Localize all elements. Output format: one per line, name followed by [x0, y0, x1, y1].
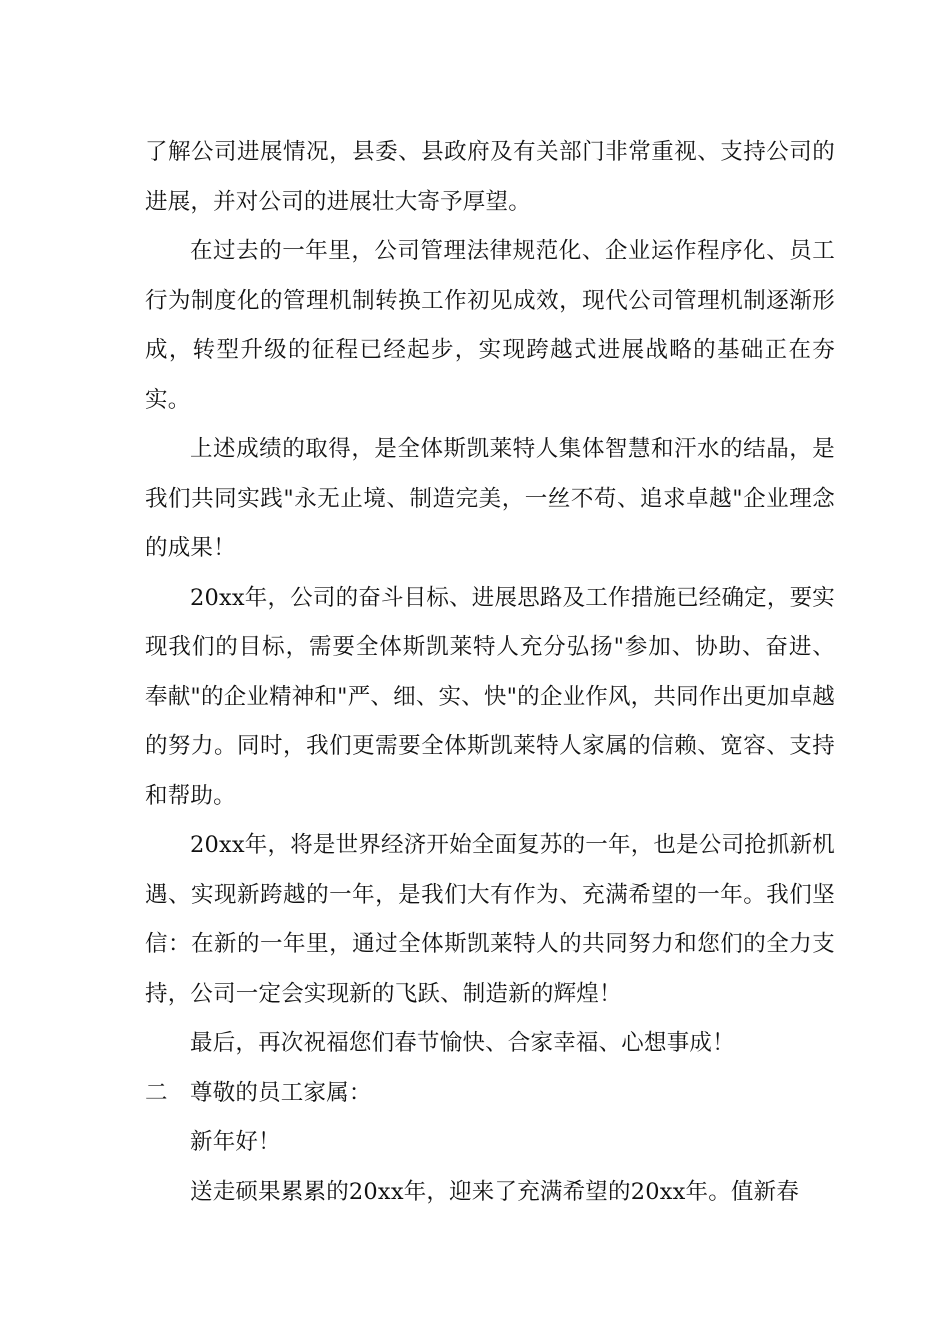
section-number: 二: [145, 1079, 168, 1106]
document-body: [145, 128, 835, 1217]
paragraph-goals: 20xx年，公司的奋斗目标、进展思路及工作措施已经确定，要实现我们的目标，需要全体斯凯莱特人充分弘扬"参加、协助、奋进、奉献"的企业精神和"严、细、实、快"的企业作风，共同作出更加卓越的努力。同时，我们更需要全体斯凯莱特人家属的信赖、宽容、支持和帮助。: [145, 584, 836, 809]
paragraph-past-year: 在过去的一年里，公司管理法律规范化、企业运作程序化、员工行为制度化的管理机制转换工作初见成效，现代公司管理机制逐渐形成，转型升级的征程已经起步，实现跨越式进展战略的基础正在夯实。: [145, 238, 835, 413]
paragraph-new-year: 送走硕果累累的20xx年，迎来了充满希望的20xx年。值新春: [190, 1178, 800, 1205]
paragraph-continued: 了解公司进展情况，县委、县政府及有关部门非常重视、支持公司的进展，并对公司的进展壮大寄予厚望。: [145, 139, 835, 215]
section-heading: [145, 1069, 835, 1119]
paragraph-outlook: 20xx年，将是世界经济开始全面复苏的一年，也是公司抢抓新机遇、实现新跨越的一年，是我们大有作为、充满希望的一年。我们坚信：在新的一年里，通过全体斯凯莱特人的共同努力和您们的全力支持，公司一定会实现新的飞跃、制造新的辉煌！: [145, 832, 836, 1007]
paragraph-closing-wishes: 最后，再次祝福您们春节愉快、合家幸福、心想事成！: [190, 1030, 735, 1056]
paragraph-achievements: 上述成绩的取得，是全体斯凯莱特人集体智慧和汗水的结晶，是我们共同实践"永无止境、制造完美，一丝不苟、追求卓越"企业理念的成果！: [145, 436, 835, 561]
paragraph-greeting: 新年好！: [190, 1129, 281, 1155]
section-title: 尊敬的员工家属：: [190, 1079, 372, 1106]
